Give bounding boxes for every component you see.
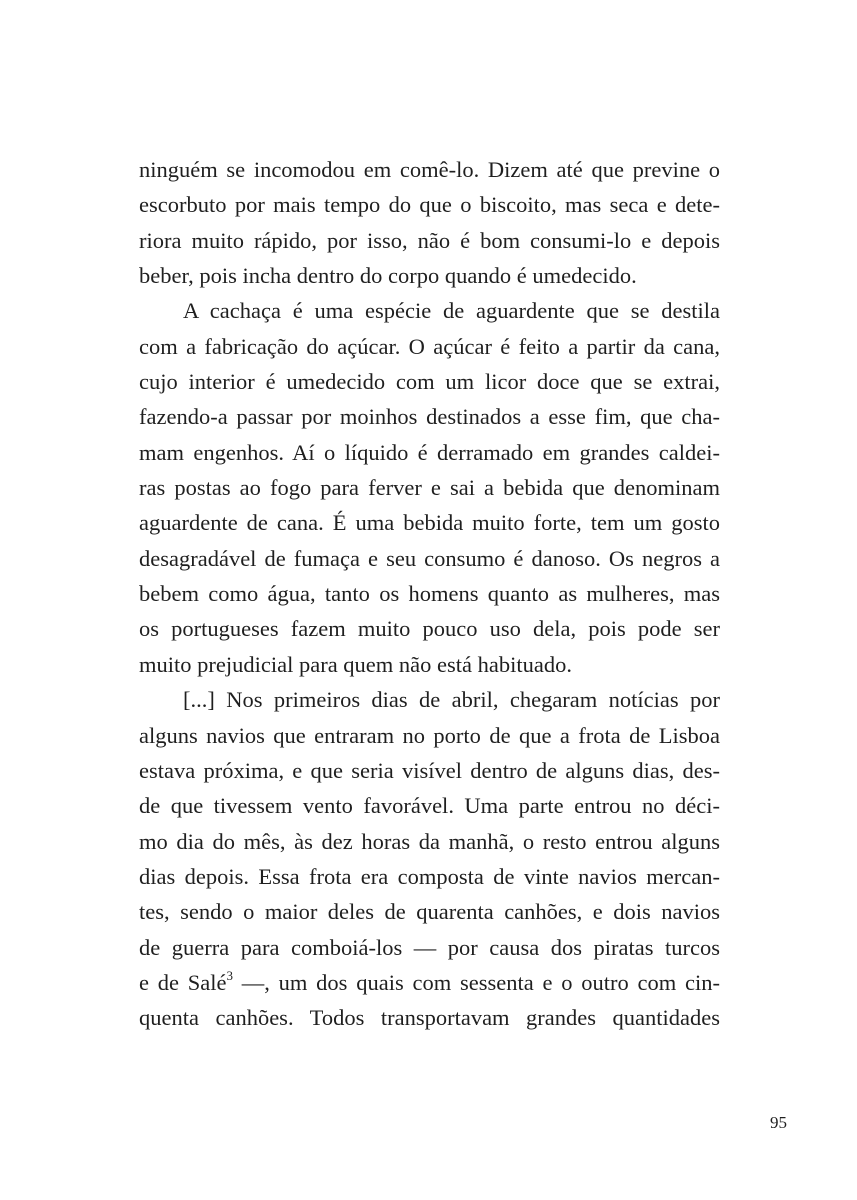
footnote-marker[interactable]: 3	[226, 968, 233, 984]
body-text	[139, 152, 720, 1036]
text-line: bebem como água, tanto os homens quanto as mulheres, mas	[139, 581, 720, 607]
text-line: riora muito rápido, por isso, não é bom consumi-lo e depois	[139, 227, 720, 253]
text-line: fazendo-a passar por moinhos destinados a esse fim, que cha-	[139, 404, 720, 430]
text-line: muito prejudicial para quem não está habituado.	[139, 651, 572, 677]
text-line: [...] Nos primeiros dias de abril, chegaram notícias por	[183, 687, 720, 713]
text-line: ras postas ao fogo para ferver e sai a bebida que denominam	[139, 475, 720, 501]
text-line: estava próxima, e que seria visível dentro de alguns dias, des-	[139, 757, 720, 783]
text-line-with-footnote	[139, 965, 720, 1000]
text-line: beber, pois incha dentro do corpo quando é umedecido.	[139, 263, 637, 289]
text-line: aguardente de cana. É uma bebida muito forte, tem um gosto	[139, 510, 720, 536]
text-line: escorbuto por mais tempo do que o biscoito, mas seca e dete-	[139, 192, 720, 218]
text-fragment: —, um dos quais com sessenta e o outro com cin-	[233, 969, 720, 995]
text-line: A cachaça é uma espécie de aguardente que se destila	[183, 298, 720, 324]
text-line: ninguém se incomodou em comê-lo. Dizem até que previne o	[139, 157, 720, 182]
text-line: de que tivessem vento favorável. Uma parte entrou no déci-	[139, 793, 720, 819]
paragraph	[139, 682, 720, 1035]
text-line: com a fabricação do açúcar. O açúcar é feito a partir da cana,	[139, 333, 720, 359]
text-line: os portugueses fazem muito pouco uso dela, pois pode ser	[139, 616, 720, 642]
text-line: mam engenhos. Aí o líquido é derramado em grandes caldei-	[139, 439, 720, 465]
text-line: dias depois. Essa frota era composta de vinte navios mercan-	[139, 863, 720, 889]
text-line: de guerra para comboiá-los — por causa dos piratas turcos	[139, 934, 720, 960]
text-line: quenta canhões. Todos transportavam grandes quantidades	[139, 1005, 720, 1031]
page-number: 95	[770, 1113, 787, 1132]
text-fragment: e de Salé	[139, 969, 227, 995]
text-line: desagradável de fumaça e seu consumo é danoso. Os negros a	[139, 545, 720, 571]
text-line: alguns navios que entraram no porto de que a frota de Lisboa	[139, 722, 720, 748]
paragraph	[139, 152, 720, 293]
text-line: mo dia do mês, às dez horas da manhã, o resto entrou alguns	[139, 828, 720, 854]
text-line: tes, sendo o maior deles de quarenta canhões, e dois navios	[139, 899, 720, 925]
text-line: cujo interior é umedecido com um licor doce que se extrai,	[139, 369, 720, 395]
paragraph	[139, 293, 720, 682]
